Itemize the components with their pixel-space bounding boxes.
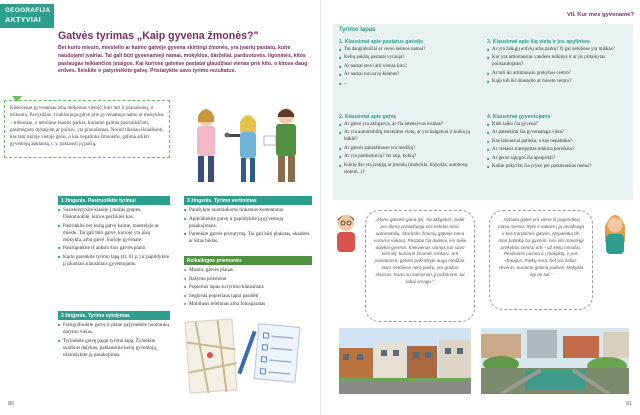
subject-ribbon [0, 4, 54, 28]
q2-heading: 2. Klausimai apie gatvę [339, 114, 397, 120]
q4-item: ■ Kas labiausiai patinka, o kas nepatinka? [487, 139, 627, 146]
stage2-heading: 2 žingsnis. Tyrimo vykdymas [58, 311, 170, 320]
stage1-section [58, 196, 170, 270]
q2-item: ■ Ar gatvė yra akligatvis, ar čia intensyvus eismas? [339, 122, 479, 129]
q2-item: ■ Ar yra automobilių stovėjimo vietų, ar yra kalgatvai ir kokia jų būklė? [339, 130, 479, 144]
tools-item: ■ Segtuvas popieriaus lapui pasidėti [184, 293, 312, 300]
tools-item: ■ Popierius lapas su tyrimo klausimais [184, 284, 312, 291]
stage2-item: ■ Tyrinėkite gatvę pagal tyrimo lapą. Žymėkite svarbius dalykus, paklauskite kelių gyventojų, užsirašykite jų pasakojimus. [58, 338, 170, 359]
q4-item: ■ Ar vietasis transportas tenkina poreikius? [487, 147, 627, 154]
q1-item: ■ ... [339, 81, 479, 88]
q4-item: ■ Ar patenkinti šia gyvenamąja vieta? [487, 130, 627, 137]
q3-heading: 3. Klausimai apie šią vietą ir jos apylinkes [487, 39, 590, 45]
page-number: 81 [625, 401, 632, 407]
q1-item: ■ Kelių aukštų pastatai vyrauja? [339, 55, 479, 62]
q1-item: ■ Ar namai turi savo kiemus? [339, 72, 479, 79]
tools-heading: Reikalingos priemonės [184, 256, 312, 265]
quote-box: Kiekvienas gyvenamas arba mokomas vietoje, kuri turi ir pranašumų, ir trūkumų. Pavyzdžiui, triukšminga gatvė prie gyvenamojo namo ar mokyklos – trūkumas, o netoliese esantis parkas, kuriame galima pasivaikščioti, pasimėgauti dyka(e)m ar poilsiu, yra pranašumas. Norint tiksliau išsiaiškinti, kas tam tikroje vietoje gerai, o kas nepatinka žmonėms, galima atlikti gyventojų apklausą, t. y. paklausti jų pačių. [4, 100, 170, 158]
ribbon-type: AKTYVIAI [5, 15, 41, 24]
stage3-item: ■ Parašykite nuotraukoms tinkamus komentarus. [184, 207, 312, 214]
stage3-item: ■ Parenkite gatvės pristatymą. Tai gali būti plakatas, skaidrės ar kitas būdas. [184, 231, 312, 245]
tools-item: ■ Mobilusis telefonas arba fotoaparatas [184, 301, 312, 308]
boy-avatar-icon [333, 212, 359, 252]
page-title: Gatvės tyrimas „Kaip gyvena žmonės?" [58, 30, 259, 42]
speech-bubble-left: „Mano gatvelė gana tyli. Tai akligatvis, todėl per dieną pravažiuoja vos keletas kitos automobilių. Štai koks žmonių gatvėje būna vasaros vakarą. Pastatai čia daliniai, esi tokie dalykai gyvena. Kiekvienas namas turi savo kiemelį, kuriame žmonės renkasi. Arti pastatuose, gatvės pakraštyje auga medžiai. Nors netoliese nėra parko, yra gražus skveras. Kartu su kaimynais jį prižiūrime, tai labai smagu." [365, 210, 475, 322]
stage1-item: ■ Pasirinkite bet kurią gatvę kaime, miestelyje ar mieste. Tai gali būti gatvė, kurioje yra jūsų mokykla, arba gatvė, kurioje gyvenate. [58, 223, 170, 244]
page-number: 80 [8, 401, 15, 407]
street-map-image [185, 318, 238, 393]
man-figure [264, 108, 296, 182]
survey-sheet [333, 24, 633, 200]
woman-figure [197, 109, 215, 182]
q4-item: ■ Kiek laiko čia gyvena? [487, 122, 627, 129]
q1-item: ■ Ar namai stovi arti vienas kito? [339, 64, 479, 71]
q1-block [339, 39, 479, 89]
q3-item: ■ Kur yra artimiausias vandens telkinys ir ar jis pritaikytas poilsiautojams? [487, 55, 627, 69]
q3-item: ■ Ar yra žaliųjų erdvių arba parkų? O gal netoliese yra miškas? [487, 47, 627, 54]
q2-item: ■ Ar yra parduotuvių? Jei taip, kokių? [339, 154, 479, 161]
stage2-item: ■ Fotografuokite gatvę ir plane pažymėkite nuotraukų darymo vietas. [58, 322, 170, 336]
girl-avatar-icon [601, 212, 629, 254]
girl-reporter-figure [225, 115, 257, 182]
stage3-heading: 3 žingsnis. Tyrimo vertinimas [184, 196, 312, 205]
stage1-item: ■ Pasirūpinkite iš anksto šios gatvės plano. [58, 245, 170, 252]
stage3-section [184, 196, 312, 247]
q1-item: ■ Tai daugiabučiai ar vieno šeimos namai? [339, 47, 479, 54]
q1-heading: 1. Klausimai apie pastatus gatvėje [339, 39, 424, 45]
q4-heading: 4. Klausimai gyventojams [487, 114, 551, 120]
checklist-image [254, 323, 301, 382]
right-page [320, 0, 640, 415]
q4-item: ■ Kokie pokyčiai čia įvyko per pastaruosius metus? [487, 164, 627, 171]
stage2-section [58, 311, 170, 360]
q4-block [487, 114, 627, 173]
q3-item: ■ Kaip toli iki miestelio ar miesto centro? [487, 79, 627, 86]
q4-item: ■ Ar geros sąlygos čia apsipirkti? [487, 156, 627, 163]
q3-block [487, 39, 627, 88]
street-photo-right [481, 328, 629, 394]
tools-section [184, 256, 312, 310]
survey-title: Tyrimo lapas [339, 27, 376, 33]
stage1-heading: 1 žingsnis. Pasiruoškite tyrimui [58, 196, 170, 205]
ribbon-subject: GEOGRAFIJA [5, 7, 51, 14]
interview-illustration [178, 96, 316, 188]
stage1-item: ■ Kartu parenkite tyrimo lapą (žr. 81 p.) ir papildykite jį įdomiais klausimais gyventojams. [58, 254, 170, 268]
q2-block [339, 114, 479, 178]
q2-item: ■ Ar gatvės pakraštiuose yra medžių? [339, 146, 479, 153]
chapter-runner: VII. Kur mes gyvename? [566, 12, 634, 18]
street-photo-left [339, 328, 471, 394]
tools-item: ■ Rašymo priemonė [184, 276, 312, 283]
speech-bubble-right: „Vytauto gatvė yra viena iš pagrindinių mūsų miesto. Ryte ir vakare į ją atvažiuoja ir keli tranzitinės gatvės. Nepatinka tik, man patinka čia gyventi, nes visi maistingi prekybos centrai arti – už kelių minučių. Pėsčiomis nueinu ir į mokyklą, ir pas draugus. Parkų nėra, bet yra žalias skveras, kuriame galima pailsėti. Mokykla irgi ne toli." [489, 210, 593, 310]
intro-text: Bet kurio miesto, miestelio ar kaimo gatvėje gyvena skirtingi žmonės, yra įvairių pastatų, kurie naudojami įvairiai. Tai gali būti gyvenamieji namai, mokyklos, darželiai, parduotuvės, ligoninės, kitos paslaugas teikiančios įstaigos. Kai kuriose gatvėse pastatai glaudžiasi vienas prie kito, o kitose daug erdvės. Ileiskite ir patyrinėkite gatvę. Pristatykite savo tyrimo rezultatus. [58, 45, 308, 75]
q2-item: ■ Kokių dar yra įstaigų ar įmonių (mokykla, kirpykla, autobusų stotelė...)? [339, 163, 479, 177]
tools-item: ■ Miesto, gatvės planas [184, 267, 312, 274]
stage1-item: ■ Susiskirstykite klasėje į mažas grupes. Diskutuokite, kurios peržiūrės kas. [58, 207, 170, 221]
stage3-item: ■ Apibūdinkite gatvę ir papildykite ją gyventojų pasakojimais. [184, 216, 312, 230]
q3-item: ■ Ar toli iki artimiausio prekybos centro? [487, 71, 627, 78]
